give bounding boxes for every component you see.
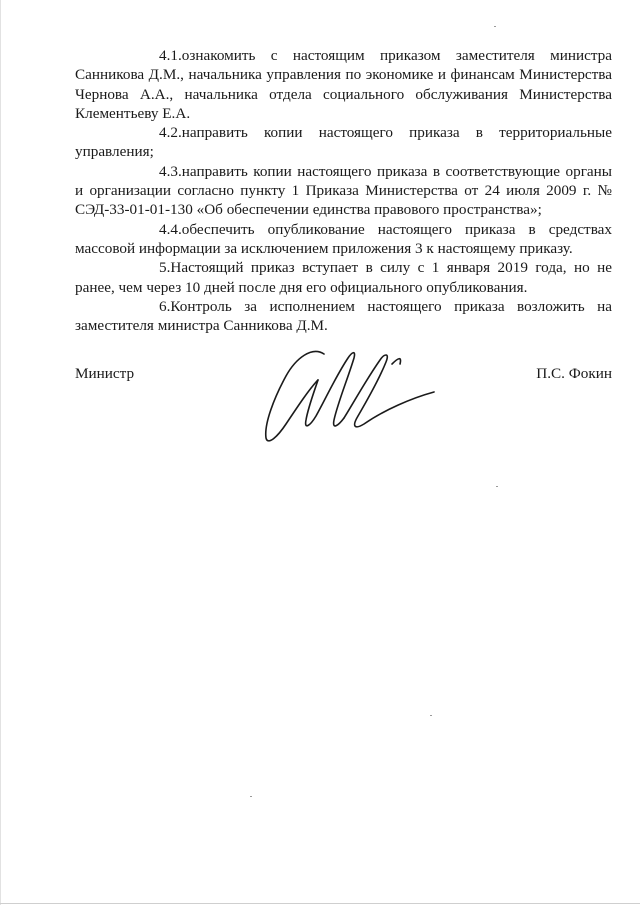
paragraph-text: Настоящий приказ вступает в силу с 1 января 2019 года, но не ранее, чем через 10 дней после дня его официального опубликования. xyxy=(75,259,612,296)
paragraph-4-2 xyxy=(75,123,612,162)
handwritten-signature xyxy=(252,340,442,450)
paragraph-4-4 xyxy=(75,220,612,259)
document-body xyxy=(75,46,612,335)
signatory-name: П.С. Фокин xyxy=(536,365,612,382)
scan-speck xyxy=(250,796,252,797)
paragraph-5 xyxy=(75,258,612,297)
paragraph-number: 5. xyxy=(159,259,171,277)
paragraph-4-3 xyxy=(75,162,612,220)
paragraph-text: Контроль за исполнением настоящего приказа возложить на заместителя министра Санникова Д.М. xyxy=(75,297,612,335)
scan-edge-left xyxy=(0,0,1,905)
signatory-title: Министр xyxy=(75,365,135,382)
paragraph-number: 4.2. xyxy=(159,124,182,142)
paragraph-number: 4.4. xyxy=(159,220,182,238)
paragraph-text: ознакомить с настоящим приказом заместителя министра Санникова Д.М., начальника управления по экономике и финансам Министерства Чернова А.А., начальника отдела социального обслуживания Министерства Клементьеву Е.А. xyxy=(75,47,612,122)
paragraph-text: обеспечить опубликование настоящего приказа в средствах массовой информации за исключением приложения 3 к настоящему приказу. xyxy=(75,220,612,257)
scan-speck xyxy=(430,715,432,716)
scan-speck xyxy=(496,486,498,487)
paragraph-number: 4.3. xyxy=(159,162,182,180)
paragraph-number: 4.1. xyxy=(159,47,182,64)
paragraph-number: 6. xyxy=(159,297,171,315)
paragraph-text: направить копии настоящего приказа в соответствующие органы и организации согласно пункту 1 Приказа Министерства от 24 июля 2009 г. № СЭД-33-01-01-130 «Об обеспечении единства правового пространства»; xyxy=(75,162,612,219)
paragraph-text: направить копии настоящего приказа в территориальные управления; xyxy=(75,124,612,161)
scan-edge-bottom xyxy=(0,903,640,904)
scan-speck xyxy=(494,26,496,27)
paragraph-6 xyxy=(75,297,612,336)
paragraph-4-1 xyxy=(75,46,612,123)
